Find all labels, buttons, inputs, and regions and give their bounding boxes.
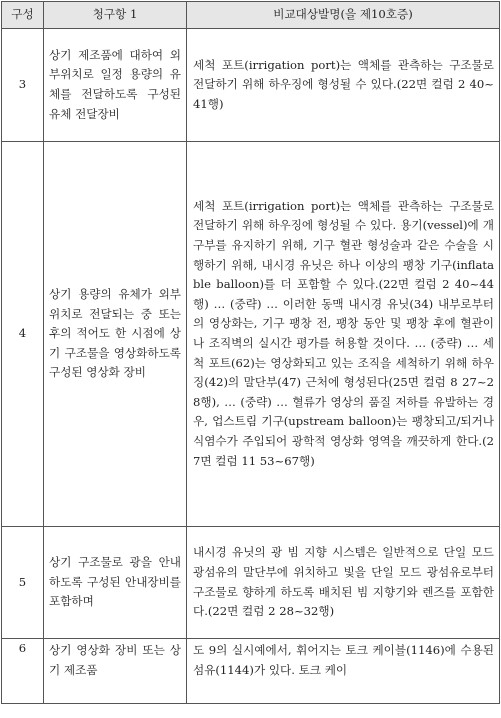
prior-art-text: 도 9의 실시예에서, 휘어지는 토크 케이블(1146)에 수용된 섬유(1144)가 있다. 토크 케이: [187, 639, 500, 704]
table-row: [2, 527, 500, 639]
component-number: 4: [2, 142, 44, 527]
claim-text: 상기 영상화 장비 또는 상기 제조품: [44, 639, 187, 704]
component-number: 3: [2, 29, 44, 142]
header-component: 구성: [2, 2, 44, 29]
table-row: [2, 639, 500, 704]
comparison-document: [1, 1, 499, 704]
component-number: 6: [2, 639, 44, 704]
prior-art-text: 내시경 유닛의 광 빔 지향 시스템은 일반적으로 단일 모드 광섬유의 말단부에 위치하고 빛을 단일 모드 광섬유로부터 구조물로 향하게 하도록 배치된 빔 지향기와 렌즈를 포함한다.(22면 컬럼 2 28~32행): [187, 527, 500, 639]
claim-text: 상기 제조품에 대하여 외부위치로 일정 용량의 유체를 전달하도록 구성된 유체 전달장비: [44, 29, 187, 142]
header-claim: 청구항 1: [44, 2, 187, 29]
claim-text: 상기 용량의 유체가 외부위치로 전달되는 중 또는 후의 적어도 한 시점에 상기 구조물을 영상화하도록 구성된 영상화 장비: [44, 142, 187, 527]
prior-art-text: 세척 포트(irrigation port)는 액체를 관측하는 구조물로 전달하기 위해 하우징에 형성될 수 있다.(22면 컬럼 2 40~41행): [187, 29, 500, 142]
claim-text: 상기 구조물로 광을 안내하도록 구성된 안내장비를 포함하며: [44, 527, 187, 639]
component-number: 5: [2, 527, 44, 639]
table-row: [2, 142, 500, 527]
prior-art-text: 세척 포트(irrigation port)는 액체를 관측하는 구조물로 전달하기 위해 하우징에 형성될 수 있다. 용기(vessel)에 개구부를 유지하기 위해, 기구 혈관 형성술과 같은 수술을 시행하기 위해, 내시경 유닛은 하나 이상의 팽창 기구(inflatable balloon)를 더 포함할 수 있다.(22면 컬럼 2 40~44행) … (중략) … 이러한 동맥 내시경 유닛(34) 내부로부터의 영상화는, 기구 팽창 전, 팽창 동안 및 팽창 후에 혈관이나 조직벽의 실시간 평가를 허용할 것이다. … (중략) … 세척 포트(62)는 영상화되고 있는 조직을 세척하기 위해 하우징(42)의 말단부(47) 근처에 형성된다(25면 컬럼 8 27~28행), … (중략) … 혈류가 영상의 품질 저하를 유발하는 경우, 업스트림 기구(upstream balloon)는 팽창되고/되거나 식염수가 주입되어 광학적 영상화 영역을 깨끗하게 한다.(27면 컬럼 11 53~67행): [187, 142, 500, 527]
comparison-table: [1, 1, 500, 704]
table-header-row: [2, 2, 500, 29]
header-prior-art: 비교대상발명(을 제10호증): [187, 2, 500, 29]
table-row: [2, 29, 500, 142]
